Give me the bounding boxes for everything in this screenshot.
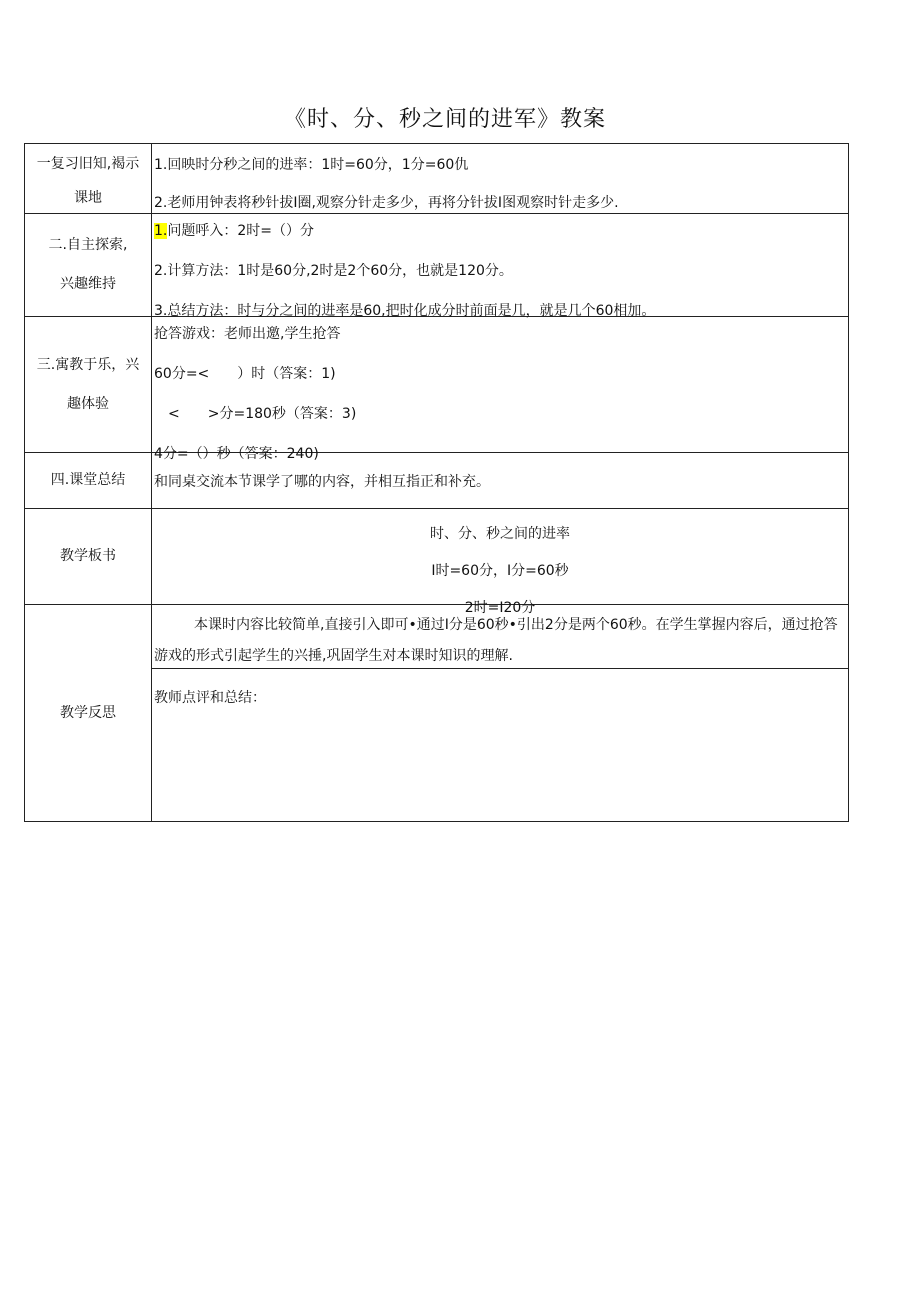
content-line: 和同桌交流本节课学了哪的内容，并相互指正和补充。 [154, 474, 490, 490]
board-line: 时、分、秒之间的进率 [430, 526, 570, 542]
label-line: 教学反思 [60, 704, 116, 721]
row-content [152, 605, 849, 822]
table-row [25, 605, 849, 822]
content-line: 2.计算方法：1时是60分,2时是2个60分，也就是120分。 [154, 263, 513, 279]
content-line: 2.老师用钟表将秒针拔I圈,观察分针走多少，再将分针拔I图观察时针走多少. [154, 195, 619, 211]
row-content [152, 317, 849, 462]
row-label [25, 144, 152, 214]
row-content [152, 509, 849, 616]
table-row [25, 214, 849, 317]
label-line: 二.自主探索, [48, 237, 128, 253]
row-label [25, 214, 152, 317]
table-row [25, 317, 849, 453]
label-line: 趣体验 [67, 395, 109, 412]
row-label [25, 605, 152, 822]
label-line: 一复习旧知,褐示 [36, 156, 140, 172]
row-content [152, 144, 849, 214]
row-label [25, 453, 152, 509]
content-line: 4分=（）秒（答案：240) [154, 446, 319, 462]
board-line: I时=60分，I分=60秒 [431, 563, 569, 579]
content-line: 60分=< ）时（答案：1) [154, 366, 336, 382]
label-line: 兴趣维持 [60, 276, 116, 292]
highlight-number: 1. [154, 223, 168, 239]
reflection-paragraph: 本课时内容比较简单,直接引入即可•通过I分是60秒•引出2分是两个60秒。在学生掌握内容后，通过抢答游戏的形式引起学生的兴捶,巩固学生对本课时知识的理解. [154, 617, 838, 664]
content-line: 抢答游戏：老师出邀,学生抢答 [154, 326, 341, 342]
label-line: 四.课堂总结 [50, 472, 126, 488]
page-title: 《时、分、秒之间的进军》教案 [283, 107, 606, 132]
divider [152, 668, 848, 669]
comment-label: 教师点评和总结： [154, 690, 266, 706]
lesson-plan-table [24, 143, 849, 822]
row-label [25, 509, 152, 605]
row-content [152, 214, 849, 317]
row-label [25, 317, 152, 453]
label-line: 三.寓教于乐，兴 [36, 356, 140, 373]
board-line: 2时=I20分 [464, 600, 536, 616]
content-line: 3.总结方法：时与分之间的进率是60,把时化成分时前面是几，就是几个60相加。 [154, 303, 656, 319]
row-content [152, 453, 849, 509]
content-line: 1.回映时分秒之间的进率：1时=60分，1分=60仇 [154, 157, 469, 173]
table-row [25, 453, 849, 509]
label-line: 教学板书 [60, 548, 116, 564]
content-line: < >分=180秒（答案：3) [154, 406, 357, 422]
question-text: 问题呼入：2时=（）分 [167, 223, 314, 239]
table-row [25, 144, 849, 214]
content-line [154, 220, 314, 240]
label-line: 课地 [74, 190, 102, 206]
table-row [25, 509, 849, 605]
